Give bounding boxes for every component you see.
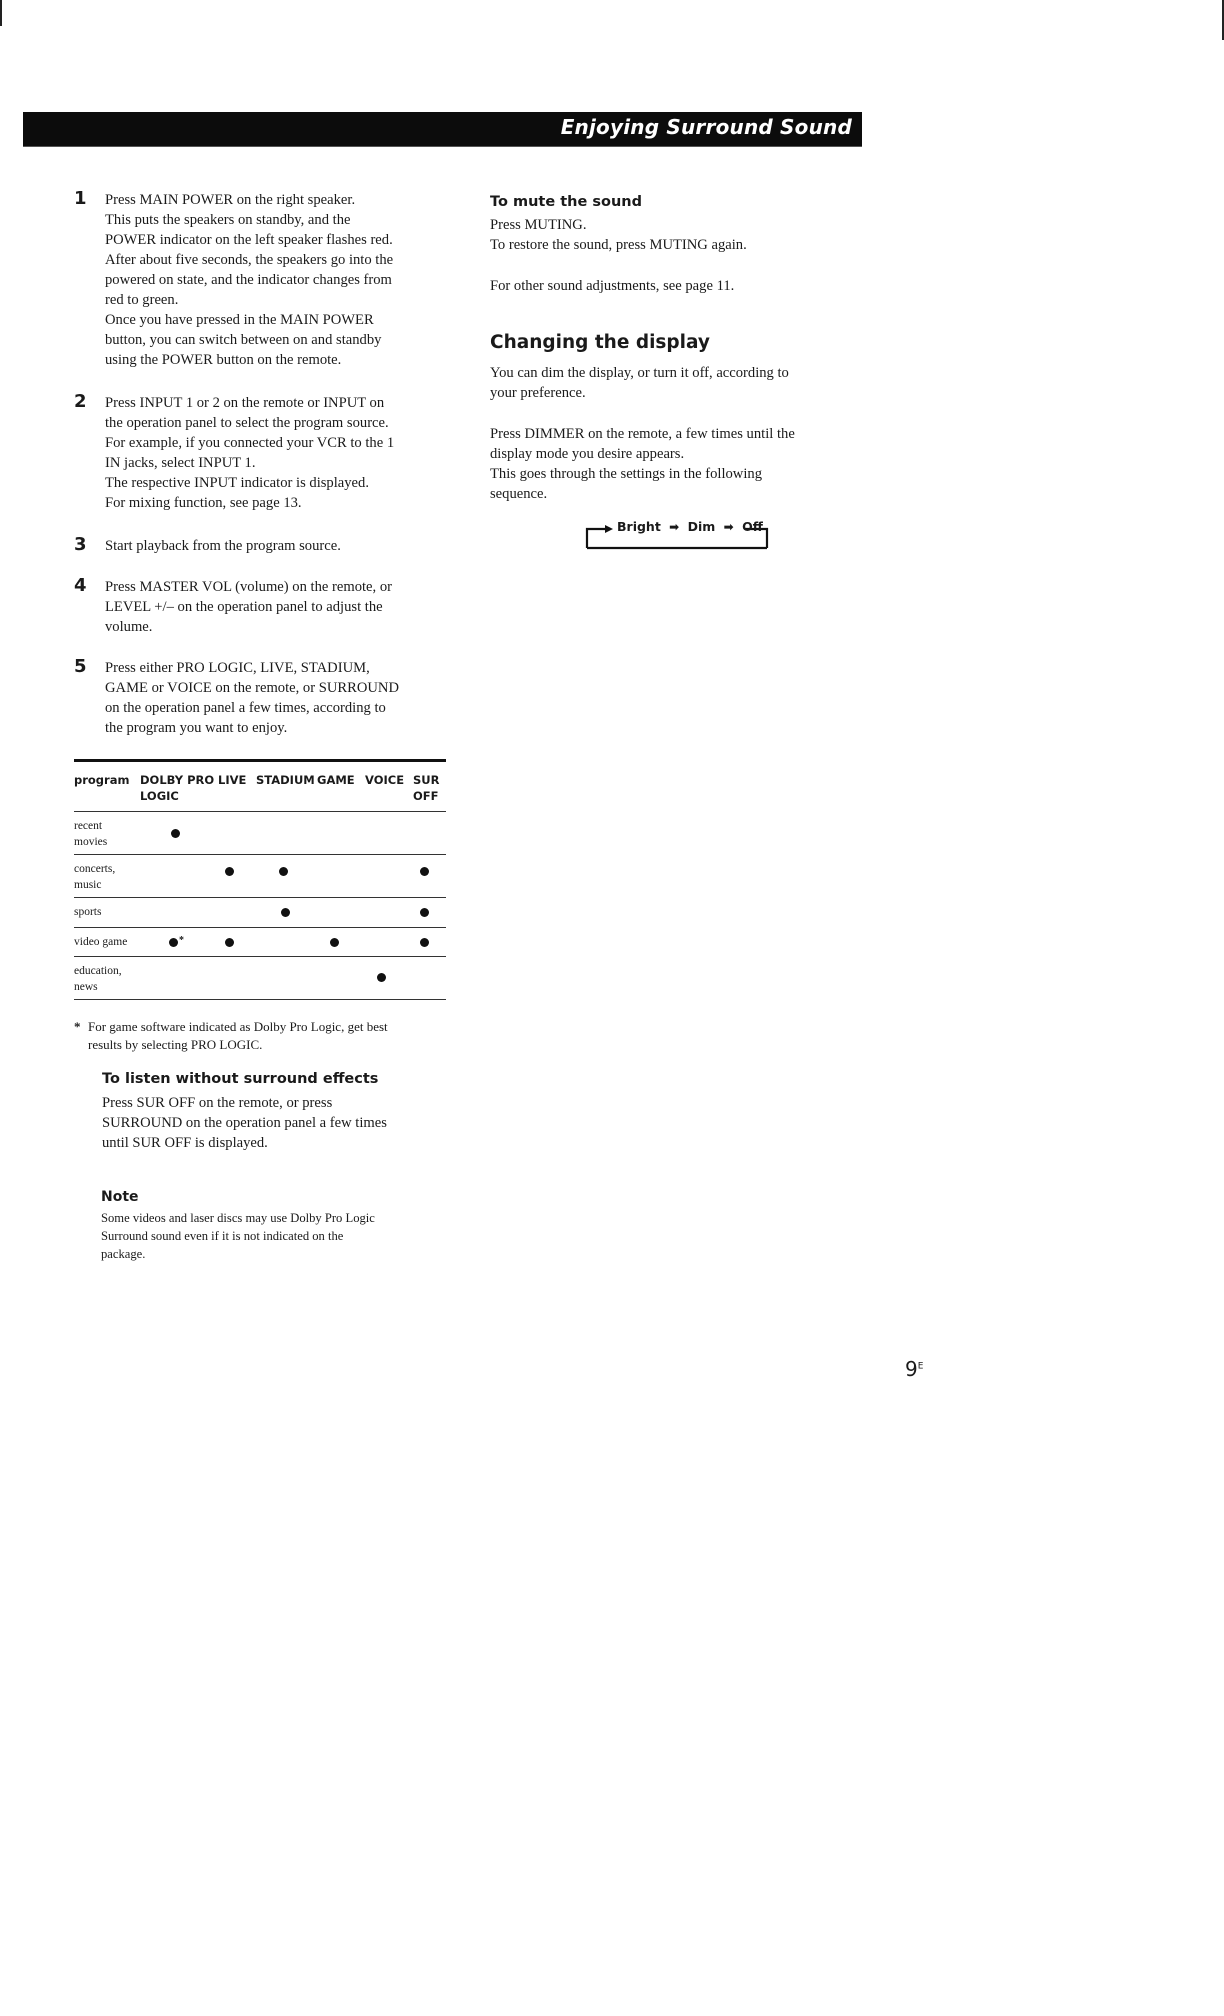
table-row-education-news (74, 957, 446, 1000)
note-body (101, 1209, 451, 1263)
changing-display-heading: Changing the display (490, 332, 710, 353)
step-number: 1 (74, 188, 87, 209)
column-header-voice (365, 772, 404, 788)
row-label: movies (74, 836, 108, 848)
step-line: LEVEL +/– on the operation panel to adjust the (105, 599, 383, 615)
step-line: For mixing function, see page 13. (105, 495, 302, 511)
body-line: This goes through the settings in the following (490, 466, 762, 482)
step-line: red to green. (105, 292, 179, 308)
step-line: Once you have pressed in the MAIN POWER (105, 312, 374, 328)
column-header-stadium (256, 772, 315, 788)
column-header-dolby-pro-logic (140, 772, 214, 804)
mode-dot (225, 867, 234, 876)
dimmer-sequence-diagram (585, 518, 770, 550)
arrow-right-icon: ➡ (723, 520, 734, 534)
display-body (490, 424, 860, 504)
table-asterisk: * (179, 935, 184, 946)
scan-edge-left (0, 0, 2, 26)
table-footnote (74, 1018, 444, 1054)
column-header-line: OFF (413, 789, 439, 803)
body-line: SURROUND on the operation panel a few times (102, 1115, 387, 1131)
table-row-concerts-music (74, 855, 446, 898)
step-3 (74, 536, 444, 556)
program-mode-table (74, 759, 446, 1000)
step-2 (74, 393, 444, 513)
note-line: Some videos and laser discs may use Dolby Pro Logic (101, 1211, 375, 1225)
section-header-bar (23, 112, 862, 146)
row-label: education, (74, 965, 122, 977)
mode-dot (330, 938, 339, 947)
other-adjustments-text: For other sound adjustments, see page 11. (490, 278, 735, 294)
sequence-step-off: Off (742, 519, 763, 534)
footnote-line: results by selecting PRO LOGIC. (88, 1037, 263, 1052)
step-line: using the POWER button on the remote. (105, 352, 342, 368)
step-line: button, you can switch between on and standby (105, 332, 382, 348)
step-line: Press MAIN POWER on the right speaker. (105, 192, 356, 208)
step-line: the program you want to enjoy. (105, 720, 288, 736)
note-line: package. (101, 1247, 146, 1261)
body-line: display mode you desire appears. (490, 446, 685, 462)
column-header-line: VOICE (365, 773, 405, 787)
arrow-right-icon: ➡ (669, 520, 680, 534)
footnote-mark: * (74, 1019, 81, 1034)
mode-dot (169, 938, 178, 947)
step-line: on the operation panel a few times, according to (105, 700, 386, 716)
mode-dot (420, 938, 429, 947)
mute-heading: To mute the sound (490, 194, 642, 210)
table-row-sports (74, 898, 446, 928)
row-label: sports (74, 906, 102, 918)
display-intro (490, 363, 860, 403)
table-row-recent-movies (74, 812, 446, 855)
sequence-step-bright: Bright (617, 519, 661, 534)
step-line: powered on state, and the indicator changes from (105, 272, 392, 288)
step-line: volume. (105, 619, 153, 635)
row-label: news (74, 981, 98, 993)
mode-dot (225, 938, 234, 947)
body-line: until SUR OFF is displayed. (102, 1135, 268, 1151)
footnote-line: For game software indicated as Dolby Pro Logic, get best (88, 1019, 388, 1034)
column-header-live (218, 772, 246, 788)
body-line: Press SUR OFF on the remote, or press (102, 1095, 333, 1111)
mode-dot (420, 908, 429, 917)
row-label: video game (74, 936, 128, 948)
table-row-video-game (74, 928, 446, 957)
step-line: Press either PRO LOGIC, LIVE, STADIUM, (105, 660, 370, 676)
step-4 (74, 577, 444, 637)
page-number-suffix: E (917, 1361, 924, 1372)
step-line: The respective INPUT indicator is displayed. (105, 475, 369, 491)
column-header-line: STADIUM (256, 773, 315, 787)
mode-dot (281, 908, 290, 917)
column-header-line: DOLBY PRO (140, 773, 215, 787)
page-number-value: 9 (905, 1357, 918, 1381)
step-5 (74, 658, 444, 738)
body-line: your preference. (490, 385, 586, 401)
page-number (905, 1357, 923, 1381)
step-line: the operation panel to select the program source. (105, 415, 389, 431)
sequence-step-dim: Dim (687, 519, 716, 534)
step-number: 3 (74, 534, 87, 555)
listen-without-body (102, 1093, 442, 1153)
step-line: After about five seconds, the speakers go into the (105, 252, 394, 268)
step-number: 5 (74, 656, 87, 677)
body-line: Press MUTING. (490, 217, 587, 233)
note-line: Surround sound even if it is not indicated on the (101, 1229, 344, 1243)
step-number: 2 (74, 391, 87, 412)
step-line: GAME or VOICE on the remote, or SURROUND (105, 680, 400, 696)
body-line: To restore the sound, press MUTING again. (490, 237, 747, 253)
column-header-line: LOGIC (140, 789, 179, 803)
step-line: Start playback from the program source. (105, 538, 341, 554)
step-number: 4 (74, 575, 87, 596)
column-header-sur-off (413, 772, 439, 804)
body-line: sequence. (490, 486, 548, 502)
step-line: Press MASTER VOL (volume) on the remote, or (105, 579, 392, 595)
body-line: Press DIMMER on the remote, a few times until the (490, 426, 795, 442)
body-line: You can dim the display, or turn it off, according to (490, 365, 789, 381)
mode-dot (377, 973, 386, 982)
column-header-line: LIVE (218, 773, 247, 787)
column-header-line: GAME (317, 773, 355, 787)
row-label: concerts, (74, 863, 116, 875)
row-label: music (74, 879, 102, 891)
listen-without-heading: To listen without surround effects (102, 1071, 379, 1087)
step-line: This puts the speakers on standby, and the (105, 212, 351, 228)
header-rule (23, 146, 862, 147)
note-heading: Note (101, 1189, 139, 1205)
column-header-program (74, 772, 129, 788)
table-header-row (74, 762, 446, 812)
step-line: Press INPUT 1 or 2 on the remote or INPUT on (105, 395, 385, 411)
section-title: Enjoying Surround Sound (560, 115, 852, 139)
row-label: recent (74, 820, 103, 832)
step-line: POWER indicator on the left speaker flashes red. (105, 232, 393, 248)
column-header-line: program (74, 773, 130, 787)
mode-dot (420, 867, 429, 876)
step-line: For example, if you connected your VCR to the 1 (105, 435, 395, 451)
step-1 (74, 190, 444, 370)
mode-dot (171, 829, 180, 838)
column-header-line: SUR (413, 773, 440, 787)
column-header-game (317, 772, 355, 788)
step-line: IN jacks, select INPUT 1. (105, 455, 256, 471)
mute-body (490, 215, 850, 255)
mode-dot (279, 867, 288, 876)
